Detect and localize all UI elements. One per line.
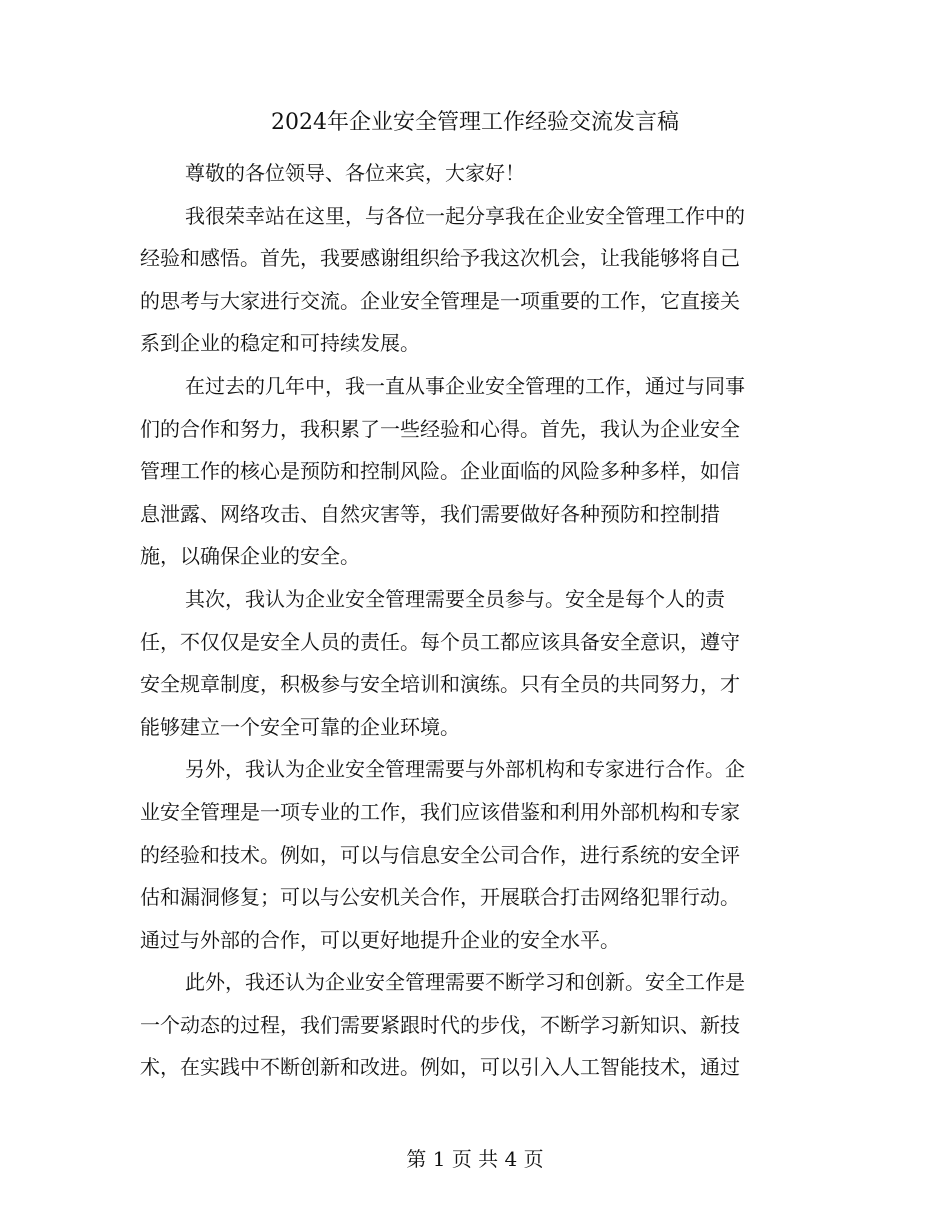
text-line: 经验和感悟。首先，我要感谢组织给予我这次机会，让我能够将自己 (140, 246, 740, 271)
text-line: 任，不仅仅是安全人员的责任。每个员工都应该具备安全意识，遵守 (140, 629, 740, 654)
text-line: 们的合作和努力，我积累了一些经验和心得。首先，我认为企业安全 (140, 416, 740, 441)
text-line: 尊敬的各位领导、各位来宾，大家好！ (185, 161, 525, 185)
text-line: 的思考与大家进行交流。企业安全管理是一项重要的工作，它直接关 (140, 288, 740, 313)
text-line: 其次，我认为企业安全管理需要全员参与。安全是每个人的责 (185, 586, 725, 611)
text-line: 业安全管理是一项专业的工作，我们应该借鉴和利用外部机构和专家 (140, 799, 740, 824)
page-number-footer: 第 1 页 共 4 页 (406, 1147, 544, 1171)
text-line: 术，在实践中不断创新和改进。例如，可以引入人工智能技术，通过 (140, 1055, 740, 1080)
document-body (140, 152, 800, 1089)
text-line: 施，以确保企业的安全。 (140, 544, 360, 569)
document-title: 2024年企业安全管理工作经验交流发言稿 (271, 110, 679, 135)
text-line: 此外，我还认为企业安全管理需要不断学习和创新。安全工作是 (185, 970, 745, 995)
text-line: 安全规章制度，积极参与安全培训和演练。只有全员的共同努力，才 (140, 672, 740, 697)
text-line: 通过与外部的合作，可以更好地提升企业的安全水平。 (140, 927, 620, 952)
text-line: 估和漏洞修复；可以与公安机关合作，开展联合打击网络犯罪行动。 (140, 885, 740, 910)
text-line: 管理工作的核心是预防和控制风险。企业面临的风险多种多样，如信 (140, 459, 740, 484)
text-line: 的经验和技术。例如，可以与信息安全公司合作，进行系统的安全评 (140, 842, 740, 867)
text-line: 系到企业的稳定和可持续发展。 (140, 331, 420, 356)
text-line: 能够建立一个安全可靠的企业环境。 (140, 714, 460, 739)
text-line: 我很荣幸站在这里，与各位一起分享我在企业安全管理工作中的 (185, 203, 745, 228)
text-line: 在过去的几年中，我一直从事企业安全管理的工作，通过与同事 (185, 373, 745, 398)
text-line: 一个动态的过程，我们需要紧跟时代的步伐，不断学习新知识、新技 (140, 1012, 740, 1037)
text-line: 另外，我认为企业安全管理需要与外部机构和专家进行合作。企 (185, 757, 745, 782)
text-line: 息泄露、网络攻击、自然灾害等，我们需要做好各种预防和控制措 (140, 501, 720, 526)
